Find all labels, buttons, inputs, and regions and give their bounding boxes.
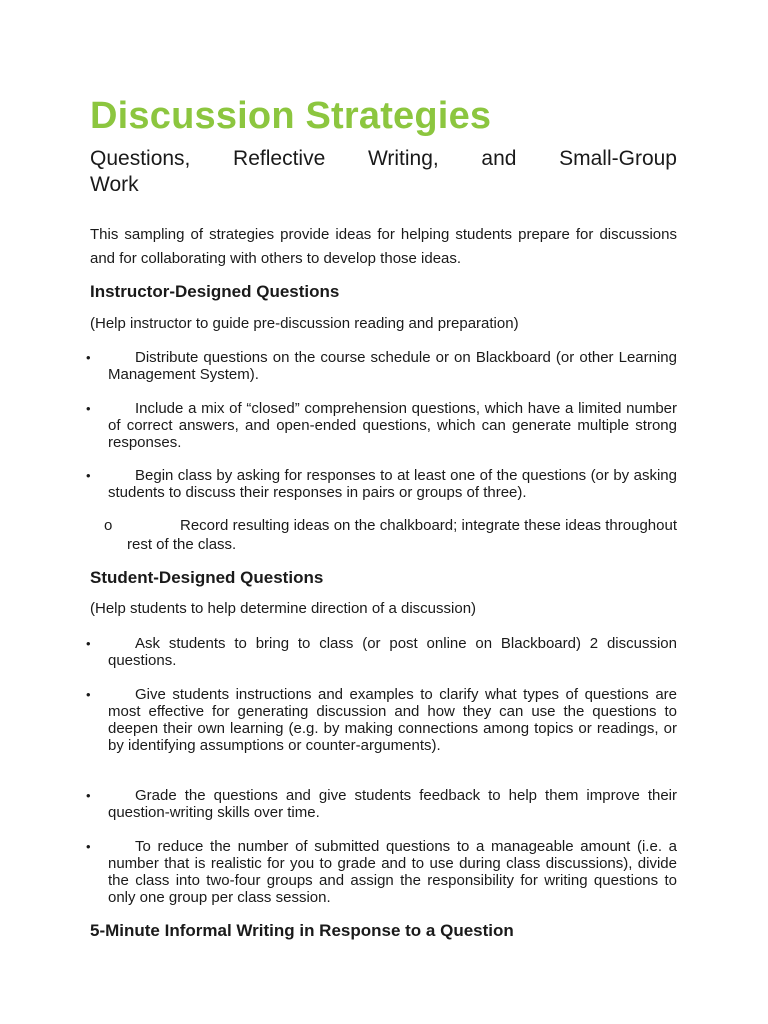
bullet-icon: • bbox=[86, 350, 91, 365]
bullet-icon: • bbox=[86, 401, 91, 416]
list-item-text: To reduce the number of submitted questions to a manageable amount (i.e. a number that is realistic for you to grade and to use during class discussions), divide the class into two-four groups and assign the responsibility for writing questions to only one group per class session. bbox=[108, 838, 677, 906]
document-title: Discussion Strategies bbox=[90, 95, 492, 137]
list-item-text: Give students instructions and examples to clarify what types of questions are most effective for generating discussion and how they can use the questions to deepen their own learning (e.g. by making connections among topics or readings, or by identifying assumptions or counter-arguments). bbox=[108, 686, 677, 754]
list-item-text: Begin class by asking for responses to at least one of the questions (or by asking students to discuss their responses in pairs or groups of three). bbox=[108, 467, 677, 501]
circle-bullet-icon: o bbox=[104, 517, 113, 534]
sub-list-item bbox=[104, 516, 677, 554]
section-heading-student-designed: Student-Designed Questions bbox=[90, 568, 324, 587]
document-subtitle bbox=[90, 146, 677, 198]
list-item bbox=[86, 838, 677, 906]
list-item bbox=[86, 400, 677, 451]
section-heading-five-minute-writing: 5-Minute Informal Writing in Response to a Question bbox=[90, 921, 514, 940]
sub-list-item-text: Record resulting ideas on the chalkboard; integrate these ideas throughout rest of the class. bbox=[127, 517, 677, 553]
intro-paragraph: This sampling of strategies provide ideas for helping students prepare for discussions and for collaborating with others to develop those ideas. bbox=[90, 226, 677, 267]
list-item-text: Grade the questions and give students feedback to help them improve their question-writing skills over time. bbox=[108, 787, 677, 821]
section-note-instructor-designed: (Help instructor to guide pre-discussion reading and preparation) bbox=[90, 315, 519, 332]
bullet-icon: • bbox=[86, 687, 91, 702]
list-item bbox=[86, 686, 677, 754]
bullet-icon: • bbox=[86, 468, 91, 483]
bullet-icon: • bbox=[86, 788, 91, 803]
list-item-text: Include a mix of “closed” comprehension questions, which have a limited number of correct answers, and open-ended questions, which can generate multiple strong responses. bbox=[108, 400, 677, 451]
bullet-icon: • bbox=[86, 839, 91, 854]
bullet-icon: • bbox=[86, 636, 91, 651]
subtitle-line-2: Work bbox=[90, 173, 139, 196]
list-item bbox=[86, 349, 677, 383]
list-item bbox=[86, 635, 677, 669]
list-item-text: Ask students to bring to class (or post online on Blackboard) 2 discussion questions. bbox=[108, 635, 677, 669]
subtitle-line-1: Questions, Reflective Writing, and Small-Group bbox=[90, 147, 677, 170]
section-note-student-designed: (Help students to help determine direction of a discussion) bbox=[90, 600, 477, 617]
list-item bbox=[86, 467, 677, 501]
list-item-text: Distribute questions on the course schedule or on Blackboard (or other Learning Management System). bbox=[108, 349, 677, 383]
list-item bbox=[86, 787, 677, 821]
section-heading-instructor-designed: Instructor-Designed Questions bbox=[90, 282, 340, 301]
